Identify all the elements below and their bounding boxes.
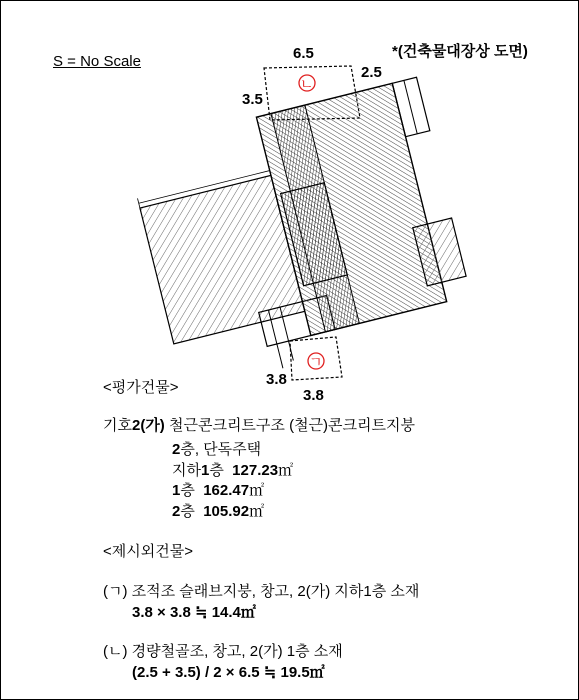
floor1-floor: 층 — [180, 482, 195, 499]
basement-label: 지하 — [172, 462, 201, 479]
marker-label-upper: ㄴ — [300, 76, 314, 92]
dim-top-left: 3.5 — [242, 91, 263, 108]
marker-label-lower: ㄱ — [309, 354, 323, 370]
basement-area: 127.23 — [232, 462, 279, 479]
excluded-heading: <제시외건물> — [103, 543, 193, 560]
evaluated-basement — [172, 459, 293, 480]
dim-top-width: 6.5 — [293, 45, 314, 62]
source-note: *(건축물대장상 도면) — [392, 43, 528, 60]
floor2-unit: ㎡ — [249, 503, 265, 520]
excluded-item-a-formula: 3.8 × 3.8 ≒ 14.4㎡ — [132, 604, 256, 621]
evaluated-floor1 — [172, 479, 264, 500]
evaluated-line1-prefix: 기호 — [103, 417, 132, 434]
basement-num: 1 — [200, 462, 210, 479]
floor1-unit: ㎡ — [249, 482, 265, 499]
dim-top-right: 2.5 — [361, 64, 382, 81]
excluded-item-b-formula: (2.5 + 3.5) / 2 × 6.5 ≒ 19.5㎡ — [132, 664, 325, 681]
floor2-floor: 층 — [180, 503, 195, 520]
evaluated-floors-rest: 층, 단독주택 — [180, 441, 262, 458]
floor2-area: 105.92 — [203, 503, 250, 520]
dim-bottom-right: 3.8 — [303, 387, 324, 404]
scale-note: S = No Scale — [53, 53, 141, 70]
evaluated-line1-rest: 철근콘크리트구조 (철근)콘크리트지붕 — [164, 417, 415, 434]
evaluated-line1 — [103, 414, 415, 435]
evaluated-floors — [172, 438, 261, 459]
excluded-item-a: (ㄱ) 조적조 슬래브지붕, 창고, 2(가) 지하1층 소재 — [103, 583, 420, 600]
evaluated-floors-num: 2 — [172, 441, 181, 458]
evaluated-floor2 — [172, 500, 264, 521]
excluded-item-b: (ㄴ) 경량철골조, 창고, 2(가) 1층 소재 — [103, 643, 343, 660]
floor2-num: 2 — [172, 503, 181, 520]
floor1-area: 162.47 — [203, 482, 250, 499]
floor1-num: 1 — [172, 482, 181, 499]
basement-floor: 층 — [209, 462, 224, 479]
evaluated-heading: <평가건물> — [103, 379, 179, 396]
evaluated-line1-code: 2(가) — [131, 417, 165, 434]
basement-unit: ㎡ — [278, 462, 294, 479]
dim-bottom-left: 3.8 — [266, 371, 287, 388]
